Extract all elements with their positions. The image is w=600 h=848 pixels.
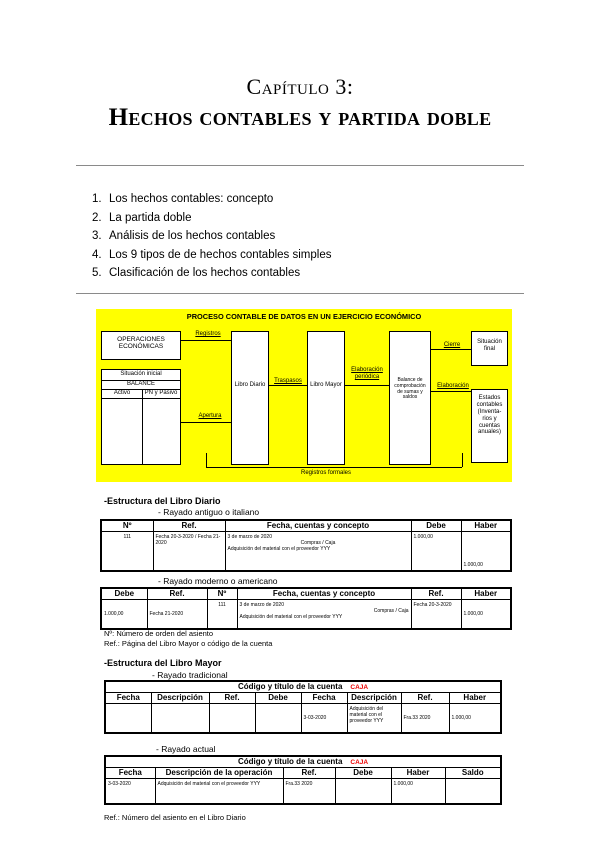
toc-item: 4. Los 9 tipos de de hechos contables simples	[92, 248, 332, 261]
accounting-process-diagram: PROCESO CONTABLE DE DATOS EN UN EJERCICIO ECONÓMICO OPERACIONES ECONÓMICAS Situación inicial BALANCE Activo PN y Pasivo Registros Apertura Libro Diario Traspasos Libro Mayor Elaboración periódica Balance de comprobación de sumas y saldos Cierre Elaboración Situación final Estados contables (Inventa-rios y cuentas anuales) Registros formales	[96, 309, 512, 482]
libro-diario-box: Libro Diario	[231, 331, 269, 465]
moderno-label: - Rayado moderno o americano	[158, 576, 278, 586]
balance-comprobacion-box: Balance de comprobación de sumas y saldos	[389, 331, 431, 465]
toc-item: 5. Clasificación de los hechos contables	[92, 267, 301, 280]
divider	[76, 293, 524, 294]
table-of-contents	[92, 190, 331, 283]
antiguo-label: - Rayado antiguo o italiano	[158, 507, 260, 517]
arrow	[345, 385, 389, 386]
situacion-final-box: Situación final	[471, 331, 508, 366]
table-row: 111 Fecha 20-3-2020 / Fecha 21-2020 3 de marzo de 2020 Compras / Caja Adquisición del material con el proveedor YYY 1.000,00 1.000,00	[101, 531, 511, 571]
note: Ref.: Número del asiento en el Libro Diario	[104, 813, 246, 822]
table-row: 3-03-2020 Adquisición del material con el proveedor YYY Fra.33 2020 1.000,00	[105, 703, 501, 733]
mayor-tradicional-table: Código y título de la cuenta CAJA Fecha Descripción Ref. Debe Fecha Descripción Ref. Haber 3-03-2020 Adquisición del material con el proveedor YYY Fra.33 2020 1.000,00	[104, 680, 502, 734]
arrow	[431, 349, 471, 350]
diario-heading: -Estructura del Libro Diario	[104, 496, 221, 506]
diario-moderno-table: Debe Ref. Nº Fecha, cuentas y concepto Ref. Haber 1.000,00 Fecha 21-2020 111 3 de marzo de 2020 Compras / Caja Adquisición del material con el proveedor YYY Fecha 20-3-2020 1.000,00	[100, 587, 512, 630]
chapter-title: Hechos contables y partida doble	[108, 104, 492, 131]
libro-mayor-box: Libro Mayor	[307, 331, 345, 465]
balance-box: Situación inicial BALANCE Activo PN y Pasivo	[101, 369, 181, 465]
toc-item: 1. Los hechos contables: concepto	[92, 193, 274, 205]
divider	[76, 165, 524, 166]
account-name: CAJA	[350, 759, 369, 767]
account-name: CAJA	[350, 684, 369, 692]
mayor-actual-table: Código y título de la cuenta CAJA Fecha Descripción de la operación Ref. Debe Haber Saldo 3-03-2020 Adquisición del material con el proveedor YYY Fra.33 2020 1.000,00	[104, 755, 502, 805]
table-row: 3-03-2020 Adquisición del material con el proveedor YYY Fra.33 2020 1.000,00	[105, 778, 501, 804]
arrow	[431, 391, 471, 392]
arrow	[269, 385, 307, 386]
operaciones-box: OPERACIONES ECONÓMICAS	[101, 331, 181, 360]
toc-item: 3. Análisis de los hechos contables	[92, 230, 276, 243]
mayor-heading: -Estructura del Libro Mayor	[104, 658, 222, 668]
estados-contables-box: Estados contables (Inventa-rios y cuentas anuales)	[471, 389, 508, 463]
arrow	[181, 340, 231, 341]
account-caption: Código y título de la cuenta	[237, 757, 343, 767]
account-caption: Código y título de la cuenta	[237, 682, 343, 692]
actual-label: - Rayado actual	[156, 744, 216, 754]
table-row: 1.000,00 Fecha 21-2020 111 3 de marzo de 2020 Compras / Caja Adquisición del material con el proveedor YYY Fecha 20-3-2020 1.000,00	[101, 599, 511, 629]
diario-antiguo-table: Nº Ref. Fecha, cuentas y concepto Debe Haber 111 Fecha 20-3-2020 / Fecha 21-2020 3 de marzo de 2020 Compras / Caja Adquisición del material con el proveedor YYY 1.000,00 1.000,00	[100, 519, 512, 572]
tradicional-label: - Rayado tradicional	[152, 670, 228, 680]
arrow	[181, 422, 231, 423]
note: Ref.: Página del Libro Mayor o código de la cuenta	[104, 639, 273, 648]
diagram-title: PROCESO CONTABLE DE DATOS EN UN EJERCICIO ECONÓMICO	[186, 312, 422, 321]
note: Nº: Número de orden del asiento	[104, 629, 214, 638]
chapter-number: Capítulo 3:	[246, 74, 354, 99]
toc-item: 2. La partida doble	[92, 211, 192, 224]
